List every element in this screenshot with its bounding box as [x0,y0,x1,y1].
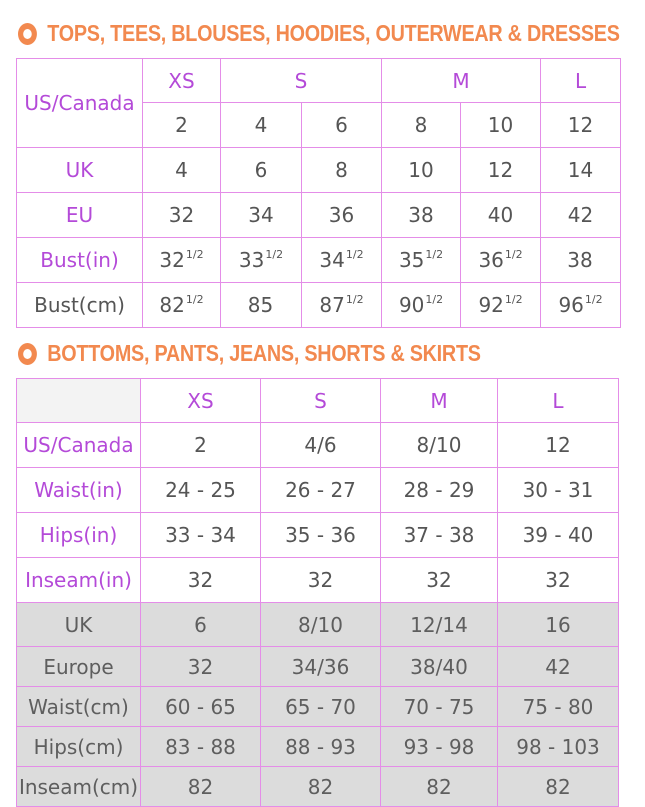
bust-in-value [302,238,382,283]
cell-value: 35 - 36 [261,513,381,558]
size-xs: XS [141,379,261,423]
row-label: US/Canada [17,423,141,468]
cell-value: 83 - 88 [141,727,261,767]
cell-value: 39 - 40 [498,513,619,558]
tops-eu-row [17,193,621,238]
eu-value: 36 [302,193,382,238]
cell-value: 82 [381,767,498,807]
cell-value: 88 - 93 [261,727,381,767]
cell-value: 98 - 103 [498,727,619,767]
row-label: Hips(in) [17,513,141,558]
size-l: L [541,59,621,103]
circle-bullet-icon [18,23,37,45]
cell-value: 8/10 [261,603,381,647]
whole: 35 [398,248,425,272]
fraction: 1/2 [345,248,364,261]
whole: 34 [319,248,345,272]
row-label: Waist(in) [17,468,141,513]
fraction: 1/2 [504,248,523,261]
bottoms-us-row [17,423,619,468]
cell-value: 2 [141,423,261,468]
fraction: 1/2 [265,248,284,261]
bust-cm-value [382,283,461,328]
cell-value: 93 - 98 [381,727,498,767]
cell-value: 8/10 [381,423,498,468]
bottoms-inseam-cm-row [17,767,619,807]
fraction: 1/2 [185,248,204,261]
us-value: 8 [382,103,461,148]
cell-value: 32 [141,558,261,603]
whole: 87 [319,293,345,317]
whole: 96 [558,293,584,317]
bust-cm-value [221,283,302,328]
bust-cm-value [541,283,621,328]
cell-value: 30 - 31 [498,468,619,513]
tops-title-text: TOPS, TEES, BLOUSES, HOODIES, OUTERWEAR & DRESSES [47,20,620,46]
cell-value: 37 - 38 [381,513,498,558]
row-label: Hips(cm) [17,727,141,767]
bust-in-label: Bust(in) [17,238,143,283]
cell-value: 12 [498,423,619,468]
tops-size-header-row [17,59,621,103]
eu-value: 40 [461,193,541,238]
bottoms-section-title [18,340,481,367]
cell-value: 42 [498,647,619,687]
bust-in-value [541,238,621,283]
size-l: L [498,379,619,423]
tops-uk-row [17,148,621,193]
bottoms-title-text: BOTTOMS, PANTS, JEANS, SHORTS & SKIRTS [47,340,481,366]
bottoms-hips-cm-row [17,727,619,767]
us-value: 2 [143,103,221,148]
bust-in-value [382,238,461,283]
row-label: Europe [17,647,141,687]
bottoms-hips-in-row [17,513,619,558]
whole: 82 [159,293,185,317]
fraction: 1/2 [584,293,603,306]
cell-value: 28 - 29 [381,468,498,513]
cell-value: 34/36 [261,647,381,687]
bottoms-uk-row [17,603,619,647]
bust-in-value [461,238,541,283]
cell-value: 24 - 25 [141,468,261,513]
bottoms-inseam-in-row [17,558,619,603]
cell-value: 33 - 34 [141,513,261,558]
uk-value: 4 [143,148,221,193]
row-label: Inseam(cm) [17,767,141,807]
bust-cm-value [302,283,382,328]
whole: 92 [478,293,504,317]
cell-value: 4/6 [261,423,381,468]
cell-value: 12/14 [381,603,498,647]
us-value: 4 [221,103,302,148]
cell-value: 82 [498,767,619,807]
cell-value: 82 [261,767,381,807]
whole: 33 [238,248,265,272]
uk-value: 6 [221,148,302,193]
bottoms-size-header-row [17,379,619,423]
bust-in-value [143,238,221,283]
uk-value: 14 [541,148,621,193]
cell-value: 32 [498,558,619,603]
fraction: 1/2 [345,293,364,306]
fraction: 1/2 [185,293,204,306]
fraction: 1/2 [425,293,444,306]
row-label: UK [17,603,141,647]
eu-value: 38 [382,193,461,238]
tops-bust-in-row [17,238,621,283]
whole: 85 [247,293,274,317]
fraction: 1/2 [504,293,523,306]
us-value: 10 [461,103,541,148]
tops-bust-cm-row [17,283,621,328]
row-label: Inseam(in) [17,558,141,603]
us-value: 12 [541,103,621,148]
uk-value: 8 [302,148,382,193]
size-m: M [382,59,541,103]
cell-value: 75 - 80 [498,687,619,727]
row-label: Waist(cm) [17,687,141,727]
eu-label: EU [17,193,143,238]
circle-bullet-icon [18,343,37,365]
tops-section-title [18,20,620,47]
us-canada-label: US/Canada [17,59,143,148]
cell-value: 32 [261,558,381,603]
cell-value: 16 [498,603,619,647]
whole: 90 [398,293,425,317]
corner-cell [17,379,141,423]
uk-value: 10 [382,148,461,193]
cell-value: 26 - 27 [261,468,381,513]
size-m: M [381,379,498,423]
size-xs: XS [143,59,221,103]
eu-value: 42 [541,193,621,238]
tops-size-table [16,58,621,328]
uk-value: 12 [461,148,541,193]
cell-value: 32 [141,647,261,687]
whole: 32 [159,248,185,272]
cell-value: 82 [141,767,261,807]
size-s: S [261,379,381,423]
eu-value: 34 [221,193,302,238]
cell-value: 70 - 75 [381,687,498,727]
fraction: 1/2 [425,248,444,261]
us-value: 6 [302,103,382,148]
bottoms-waist-cm-row [17,687,619,727]
bust-cm-value [143,283,221,328]
bottoms-europe-row [17,647,619,687]
cell-value: 38/40 [381,647,498,687]
bottoms-size-table [16,378,619,807]
cell-value: 32 [381,558,498,603]
cell-value: 60 - 65 [141,687,261,727]
cell-value: 6 [141,603,261,647]
uk-label: UK [17,148,143,193]
bust-cm-label: Bust(cm) [17,283,143,328]
bust-in-value [221,238,302,283]
cell-value: 65 - 70 [261,687,381,727]
size-s: S [221,59,382,103]
bust-cm-value [461,283,541,328]
whole: 36 [478,248,504,272]
eu-value: 32 [143,193,221,238]
whole: 38 [567,248,593,272]
bottoms-waist-in-row [17,468,619,513]
